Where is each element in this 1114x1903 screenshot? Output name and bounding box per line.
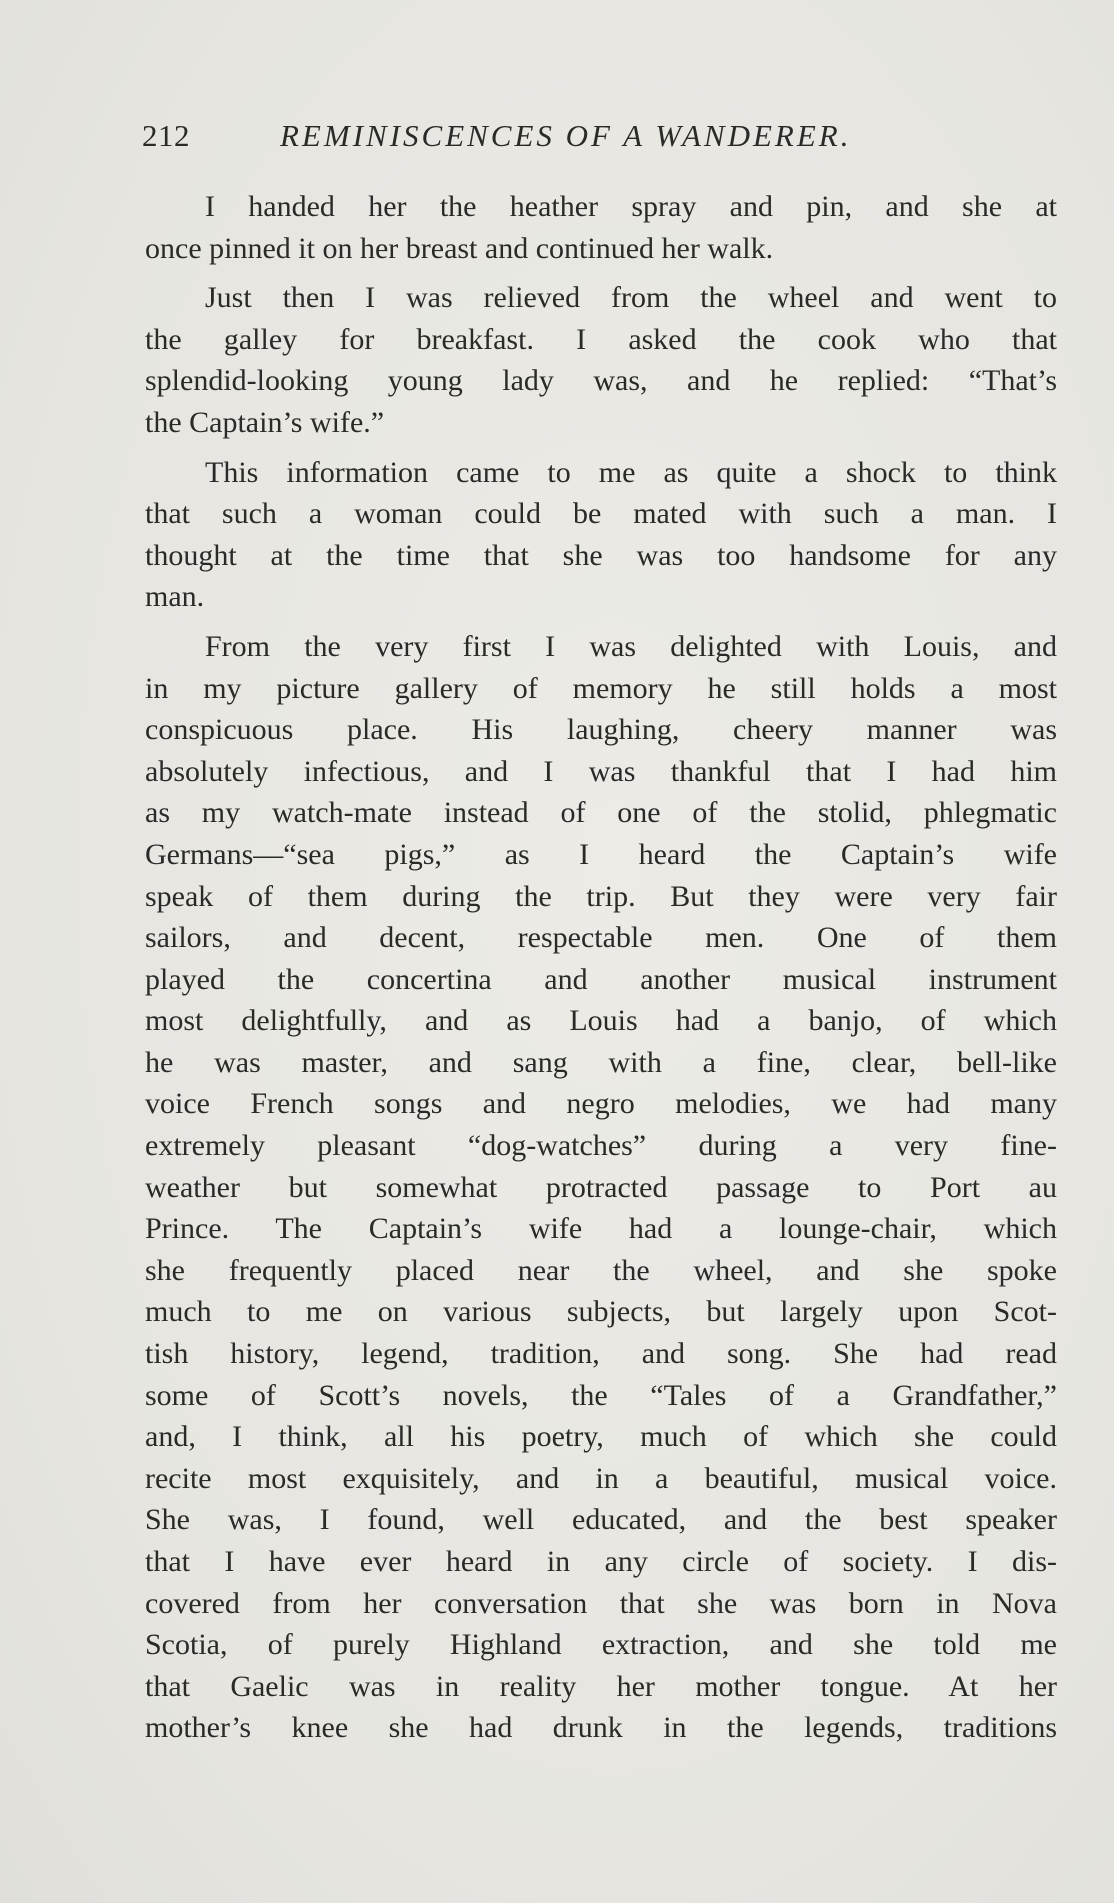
text-line: This information came to me as quite a shock to think	[205, 455, 1057, 489]
text-line: that such a woman could be mated with such a man. I	[145, 497, 1057, 531]
text-line: absolutely infectious, and I was thankful that I had him	[145, 754, 1057, 788]
text-line: played the concertina and another musical instrument	[145, 962, 1057, 996]
paragraph	[145, 277, 1057, 443]
text-line: he was master, and sang with a fine, clear, bell-like	[145, 1045, 1057, 1079]
text-line: speak of them during the trip. But they were very fair	[145, 879, 1057, 913]
text-line: that I have ever heard in any circle of society. I dis-	[145, 1545, 1057, 1578]
body-text	[145, 186, 1057, 1757]
text-line: most delightfully, and as Louis had a banjo, of which	[145, 1004, 1057, 1038]
text-line: splendid-looking young lady was, and he replied: “That’s	[145, 364, 1057, 398]
paragraph	[145, 186, 1057, 269]
text-line: she frequently placed near the wheel, and she spoke	[145, 1253, 1057, 1287]
text-line: Germans—“sea pigs,” as I heard the Captain’s wife	[145, 837, 1057, 871]
page-number: 212	[142, 118, 190, 153]
text-line: Just then I was relieved from the wheel and went to	[205, 281, 1057, 315]
text-line: once pinned it on her breast and continued her walk.	[145, 231, 774, 265]
text-line: extremely pleasant “dog-watches” during a very fine-	[145, 1129, 1057, 1163]
paragraph	[145, 452, 1057, 618]
running-title: REMINISCENCES OF A WANDERER.	[280, 118, 852, 153]
paragraph	[145, 626, 1057, 1749]
text-line: and, I think, all his poetry, much of which she could	[145, 1420, 1057, 1454]
text-line: Prince. The Captain’s wife had a lounge-chair, which	[145, 1212, 1057, 1246]
text-line: weather but somewhat protracted passage to Port au	[145, 1170, 1057, 1204]
text-line: some of Scott’s novels, the “Tales of a Grandfather,”	[145, 1378, 1057, 1412]
text-line: in my picture gallery of memory he still holds a most	[145, 671, 1057, 705]
text-line: much to me on various subjects, but largely upon Scot-	[145, 1295, 1057, 1329]
text-line: From the very first I was delighted with Louis, and	[205, 629, 1057, 663]
text-line: man.	[145, 580, 205, 614]
text-line: voice French songs and negro melodies, we had many	[145, 1087, 1057, 1121]
text-line: sailors, and decent, respectable men. One of them	[145, 921, 1057, 955]
text-line: Scotia, of purely Highland extraction, and she told me	[145, 1628, 1057, 1662]
text-line: She was, I found, well educated, and the best speaker	[145, 1503, 1057, 1537]
text-line: conspicuous place. His laughing, cheery manner was	[145, 713, 1057, 747]
text-line: I handed her the heather spray and pin, and she at	[205, 190, 1057, 223]
text-line: tish history, legend, tradition, and song. She had read	[145, 1337, 1057, 1371]
text-line: mother’s knee she had drunk in the legends, traditions	[145, 1711, 1057, 1745]
text-line: the Captain’s wife.”	[145, 405, 385, 439]
text-line: the galley for breakfast. I asked the cook who that	[145, 322, 1057, 356]
text-line: as my watch-mate instead of one of the stolid, phlegmatic	[145, 796, 1057, 830]
text-line: recite most exquisitely, and in a beautiful, musical voice.	[145, 1461, 1057, 1495]
text-line: thought at the time that she was too handsome for any	[145, 538, 1057, 572]
running-head	[142, 114, 950, 158]
text-line: that Gaelic was in reality her mother tongue. At her	[145, 1669, 1057, 1703]
text-line: covered from her conversation that she was born in Nova	[145, 1586, 1057, 1620]
